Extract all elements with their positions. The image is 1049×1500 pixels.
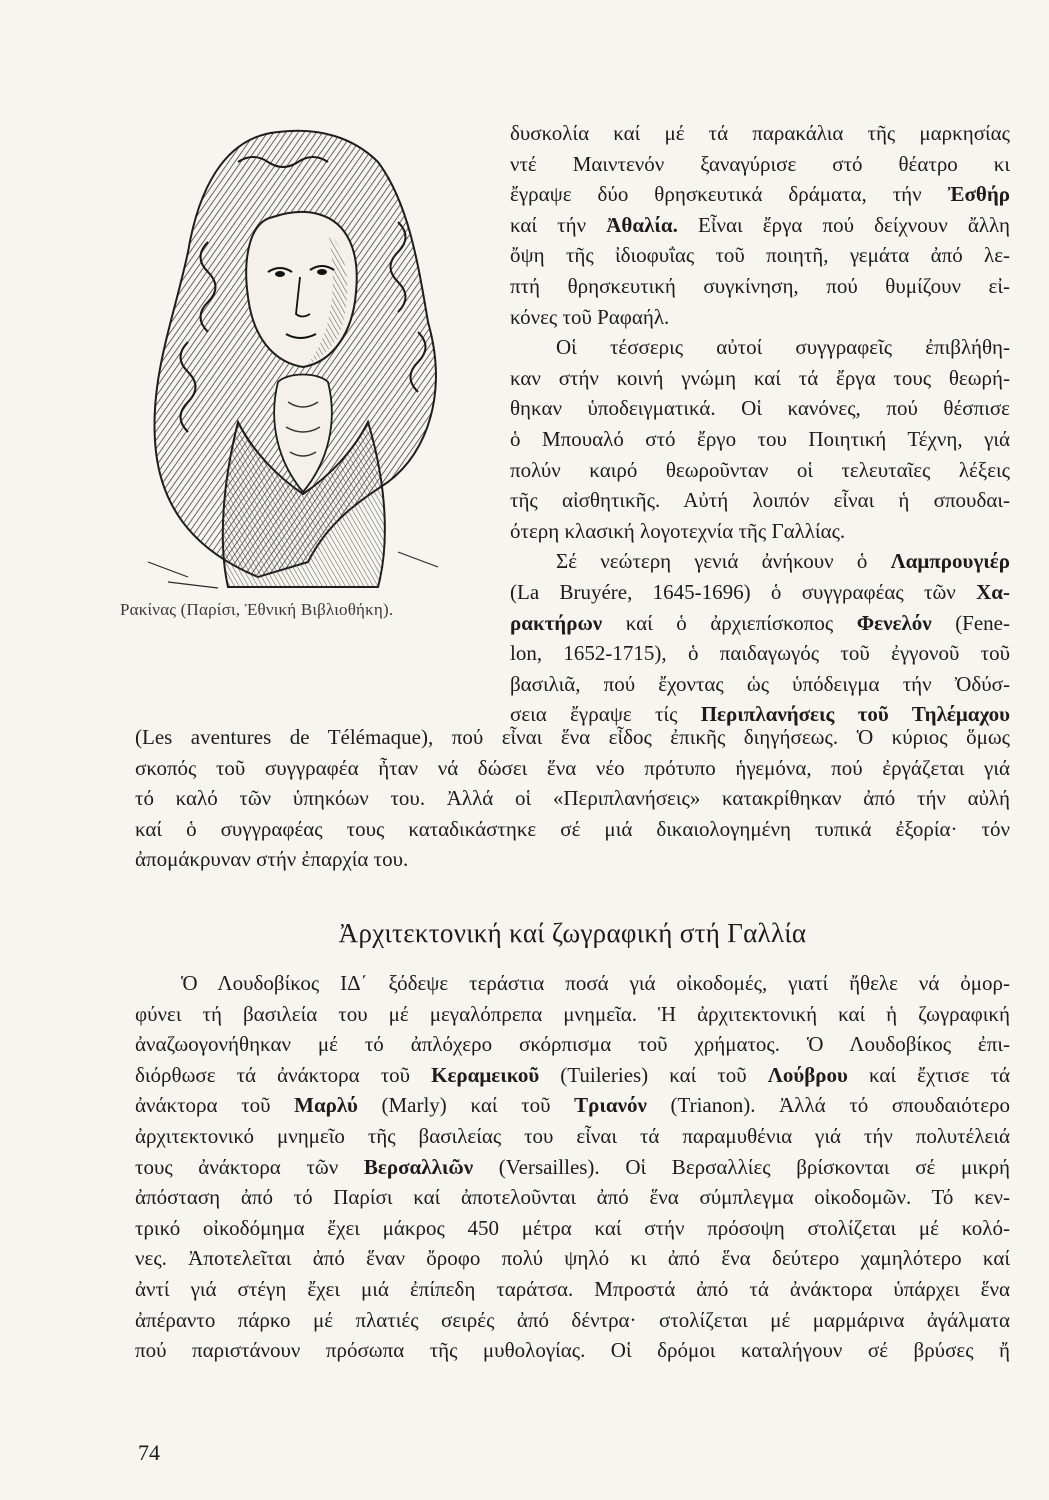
text-line (510, 210, 1010, 241)
text-line (510, 424, 1010, 455)
right-column-text (510, 118, 1010, 730)
text-run: (Tuileries) καί τοῦ (539, 1062, 768, 1087)
architecture-paragraph (135, 968, 1010, 1366)
text-line (510, 302, 1010, 333)
text-run: Ὁ Λουδοβίκος ΙΔ΄ ξόδεψε τεράστια ποσά γιά οἰκοδομές, γιατί ἤθελε νά ὀμορ- (181, 971, 1010, 995)
bold-term: Ἀθαλία. (606, 212, 678, 237)
section-heading: Ἀρχιτεκτονική καί ζωγραφική στή Γαλλία (338, 918, 807, 948)
text-line (135, 1243, 1010, 1274)
bold-term: Χα- (976, 579, 1010, 604)
bold-term: Φενελόν (856, 610, 932, 635)
text-run: φύνει τή βασιλεία του μέ μεγαλόπρεπα μνημεῖα. Ἡ ἀρχιτεκτονική καί ἡ ζωγραφική (135, 1001, 1010, 1026)
page-number: 74 (138, 1440, 160, 1465)
text-run: ότερη κλασική λογοτεχνία τῆς Γαλλίας. (510, 518, 846, 543)
text-run: τῆς αἰσθητικῆς. Αὐτή λοιπόν εἶναι ἡ σπουδαι- (510, 488, 1010, 513)
text-run: τους ἀνάκτορα τῶν (135, 1154, 364, 1179)
bold-term: Κεραμεικοῦ (431, 1062, 540, 1087)
portrait-illustration (128, 122, 480, 592)
text-run: ἀντί γιά στέγη ἔχει μιά ἐπίπεδη ταράτσα. Μπροστά ἀπό τά ἀνάκτορα ὑπάρχει ἕνα (135, 1276, 1010, 1301)
text-run: (Versailles). Οἱ Βερσαλλίες βρίσκονται σέ μικρή (473, 1154, 1010, 1179)
bold-term: Μαρλύ (294, 1093, 358, 1118)
text-line (135, 844, 1010, 875)
text-run: τό καλό τῶν ὑπηκόων του. Ἀλλά οἱ «Περιπλανήσεις» κατακρίθηκαν ἀπό τήν αὐλή (135, 786, 1010, 811)
text-run: καί ὁ ἀρχιεπίσκοπος (602, 610, 857, 635)
text-run: δυσκολία καί μέ τά παρακάλια τῆς μαρκησίας (510, 121, 1010, 145)
text-line (510, 485, 1010, 516)
text-run: ὁ Μπουαλό στό ἔργο του Ποιητική Τέχνη, γιά (510, 426, 1010, 451)
text-run: τρικό οἰκοδόμημα ἔχει μάκρος 450 μέτρα καί στήν πρόσοψη στολίζεται μέ κολό- (135, 1215, 1010, 1240)
text-line (135, 1274, 1010, 1305)
text-line (510, 516, 1010, 547)
text-line (135, 783, 1010, 814)
text-run: (Les aventures de Télémaque), πού εἶναι ἕνα εἶδος ἐπικῆς διηγήσεως. Ὁ κύριος ὅμως (135, 725, 1010, 749)
text-run: διόρθωσε τά ἀνάκτορα τοῦ (135, 1062, 432, 1087)
text-line (510, 179, 1010, 210)
text-line (135, 1213, 1010, 1244)
text-run: πτή θρησκευτική συγκίνηση, πού θυμίζουν εἰ- (510, 273, 1010, 298)
bold-term: Βερσαλλιῶν (363, 1154, 474, 1179)
bold-term: Λαμπρουγιέρ (890, 549, 1010, 574)
text-line (510, 118, 1010, 149)
text-line (510, 332, 1010, 363)
text-run: ἀναζωογονήθηκαν μέ τό ἀπλόχερο σκόρπισμα τοῦ χρήματος. Ὁ Λουδοβίκος ἐπι- (135, 1032, 1010, 1057)
text-run: καί τήν (510, 212, 607, 237)
text-run: θηκαν ὑποδειγματικά. Οἱ κανόνες, πού θέσπισε (510, 396, 1010, 421)
text-run: ἀνάκτορα τοῦ (135, 1093, 295, 1118)
text-line (135, 1182, 1010, 1213)
text-line (510, 149, 1010, 180)
text-run: ἔγραψε δύο θρησκευτικά δράματα, τήν (510, 182, 948, 207)
text-line (510, 271, 1010, 302)
text-run: ἀπέραντο πάρκο μέ πλατιές σειρές ἀπό δέντρα· στολίζεται μέ μαρμάρινα ἀγάλματα (135, 1307, 1010, 1332)
text-line (510, 393, 1010, 424)
text-line (135, 814, 1010, 845)
text-run: Οἱ τέσσερις αὐτοί συγγραφεῖς ἐπιβλήθη- (556, 335, 1010, 360)
text-line (510, 546, 1010, 577)
text-line (135, 753, 1010, 784)
bold-term: ρακτήρων (510, 610, 603, 635)
text-line (510, 669, 1010, 700)
text-run: βασιλιᾶ, πού ἔχοντας ὡς ὑπόδειγμα τήν Ὀδύσ- (510, 671, 1010, 696)
text-line (510, 363, 1010, 394)
text-line (510, 240, 1010, 271)
bold-term: Λούβρου (767, 1062, 848, 1087)
text-run: καί ἔχτισε τά (847, 1062, 1011, 1087)
bold-term: Ἐσθήρ (947, 182, 1010, 207)
text-run: νες. Ἀποτελεῖται ἀπό ἕναν ὄροφο πολύ ψηλό κι ἀπό ἕνα δεύτερο χαμηλότερο καί (135, 1246, 1010, 1271)
bold-term: Τριανόν (574, 1093, 647, 1118)
text-run: πολύν καιρό θεωροῦνταν οἱ τελευταῖες λέξεις (510, 457, 1010, 482)
text-run: κόνες τοῦ Ραφαήλ. (510, 304, 670, 329)
text-line (510, 455, 1010, 486)
text-run: lon, 1652-1715), ὁ παιδαγωγός τοῦ ἐγγονοῦ τοῦ (510, 641, 1010, 666)
text-line (135, 1335, 1010, 1366)
text-run: σκοπός τοῦ συγγραφέα ἦταν νά δώσει ἕνα νέο πρότυπο ἡγεμόνα, πού ἐργάζεται γιά (135, 755, 1010, 780)
text-run: (Fene- (931, 610, 1011, 635)
text-line (135, 999, 1010, 1030)
text-run: καν στήν κοινή γνώμη καί τά ἔργα τους θεωρή- (510, 365, 1010, 390)
text-run: καί ὁ συγγραφέας τους καταδικάστηκε σέ μιά δικαιολογημένη τυπικά ἐξορία· τόν (135, 816, 1010, 841)
text-line (135, 1152, 1010, 1183)
text-run: (Trianon). Ἀλλά τό σπουδαιότερο (646, 1093, 1010, 1118)
text-run: ἀπομάκρυναν στήν ἐπαρχία του. (135, 847, 409, 872)
text-run: πού παριστάνουν πρόσωπα τῆς μυθολογίας. Οἱ δρόμοι καταλήγουν σέ βρύσες ἤ (135, 1338, 1010, 1363)
text-run: ντέ Μαιντενόν ξαναγύρισε στό θέατρο κι (510, 151, 1010, 176)
text-run: ἀπόσταση ἀπό τό Παρίσι καί ἀποτελοῦνται ἀπό ἕνα σύμπλεγμα οἰκοδομῶν. Τό κεν- (135, 1185, 1010, 1210)
text-run: ὄψη τῆς ἰδιοφυΐας τοῦ ποιητῆ, γεμάτα ἀπό λε- (510, 243, 1010, 268)
text-line (135, 722, 1010, 753)
text-run: ἀρχιτεκτονικό μνημεῖο τῆς βασιλείας του εἶναι τά παραμυθένια γιά τήν πολυτέλειά (135, 1123, 1010, 1148)
text-run: σεια ἔγραψε τίς (510, 702, 701, 727)
text-line (510, 638, 1010, 669)
portrait-caption: Ρακίνας (Παρίσι, Ἐθνική Βιβλιοθήκη). (120, 600, 394, 619)
text-line (135, 1121, 1010, 1152)
text-line (135, 1090, 1010, 1121)
text-line (135, 1029, 1010, 1060)
text-run: Εἶναι ἔργα πού δείχνουν ἄλλη (677, 212, 1010, 237)
text-run: (La Bruyére, 1645-1696) ὁ συγγραφέας τῶν (510, 579, 977, 604)
bold-term: Περιπλανήσεις τοῦ Τηλέμαχου (700, 702, 1010, 727)
text-line (510, 608, 1010, 639)
text-run: (Marly) καί τοῦ (357, 1093, 575, 1118)
text-line (135, 1060, 1010, 1091)
text-run: Σέ νεώτερη γενιά ἀνήκουν ὁ (556, 549, 891, 574)
text-line (135, 968, 1010, 999)
text-line (510, 577, 1010, 608)
continued-paragraph (135, 722, 1010, 875)
text-line (135, 1305, 1010, 1336)
